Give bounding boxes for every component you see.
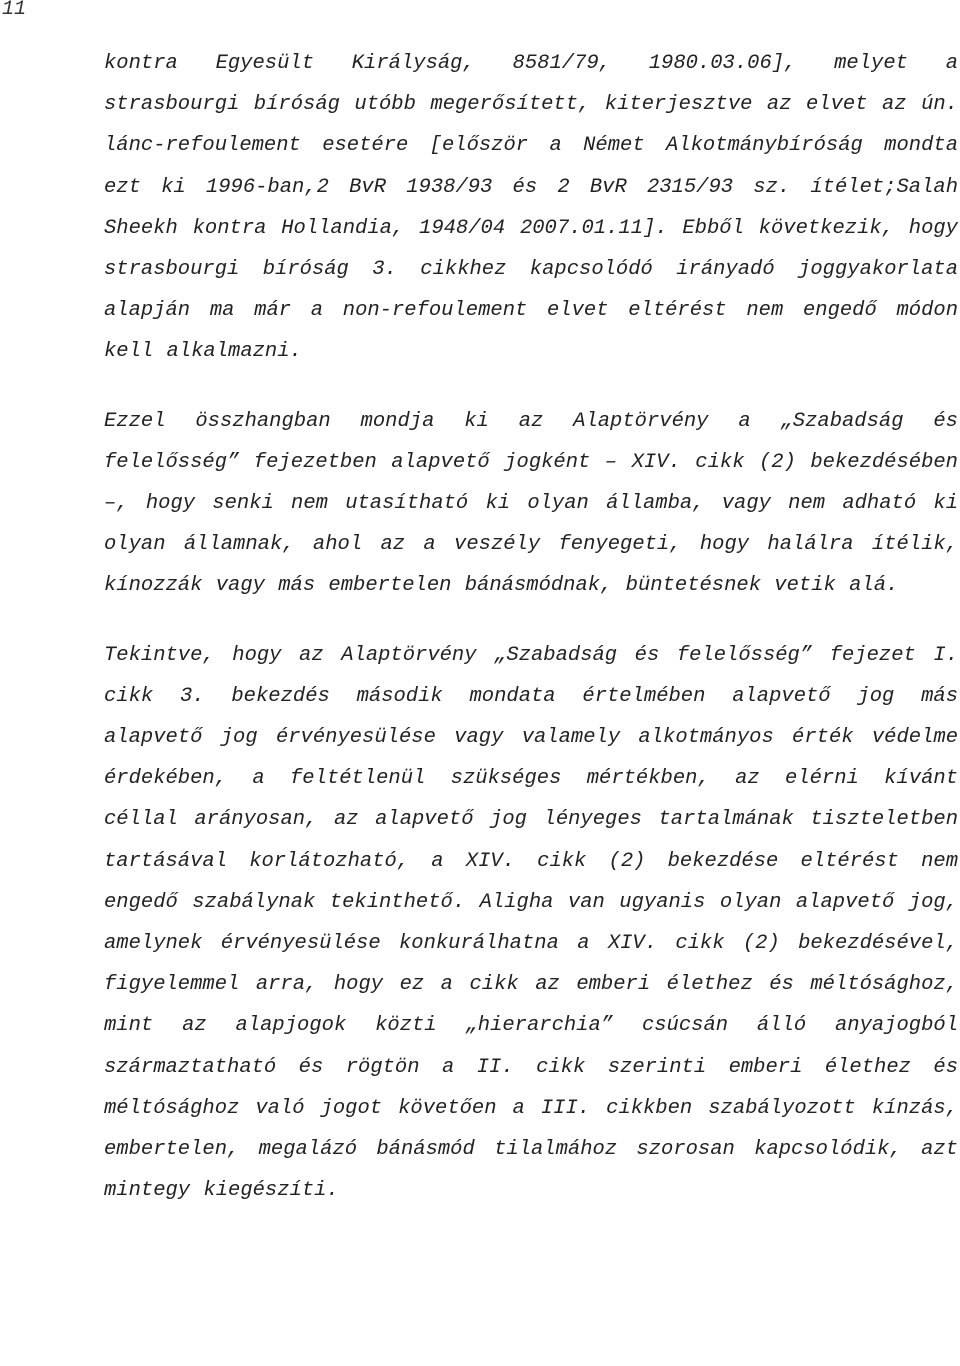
- page-number: 11: [2, 0, 27, 21]
- paragraph-2: Ezzel összhangban mondja ki az Alaptörvény a „Szabadság és felelősség” fejezetben alapvető jogként – XIV. cikk (2) bekezdésében –, hogy senki nem utasítható ki olyan államba, vagy nem adható ki olyan államnak, ahol az a veszély fenyegeti, hogy halálra ítélik, kínozzák vagy más embertelen bánásmódnak, büntetésnek vetik alá.: [104, 409, 958, 598]
- paragraph-1: kontra Egyesült Királyság, 8581/79, 1980.03.06], melyet a strasbourgi bíróság utóbb megerősített, kiterjesztve az elvet az ún. lánc-refoulement esetére [először a Német Alkotmánybíróság mondta ezt ki 1996-ban,2 BvR 1938/93 és 2 BvR 2315/93 sz. ítélet;Salah Sheekh kontra Hollandia, 1948/04 2007.01.11]. Ebből következik, hogy strasbourgi bíróság 3. cikkhez kapcsolódó irányadó joggyakorlata alapján ma már a non-refoulement elvet eltérést nem engedő módon kell alkalmazni.: [104, 52, 958, 364]
- document-body: [104, 43, 958, 1211]
- paragraph-3: Tekintve, hogy az Alaptörvény „Szabadság és felelősség” fejezet I. cikk 3. bekezdés második mondata értelmében alapvető jog más alapvető jog érvényesülése vagy valamely alkotmányos érték védelme érdekében, a feltétlenül szükséges mértékben, az elérni kívánt céllal arányosan, az alapvető jog lényeges tartalmának tiszteletben tartásával korlátozható, a XIV. cikk (2) bekezdése eltérést nem engedő szabálynak tekinthető. Aligha van ugyanis olyan alapvető jog, amelynek érvényesülése konkurálhatna a XIV. cikk (2) bekezdésével, figyelemmel arra, hogy ez a cikk az emberi élethez és méltósághoz, mint az alapjogok közti „hierarchia” csúcsán álló anyajogból származtatható és rögtön a II. cikk szerinti emberi élethez és méltósághoz való jogot követően a III. cikkben szabályozott kínzás, embertelen, megalázó bánásmód tilalmához szorosan kapcsolódik, azt mintegy kiegészíti.: [104, 643, 958, 1203]
